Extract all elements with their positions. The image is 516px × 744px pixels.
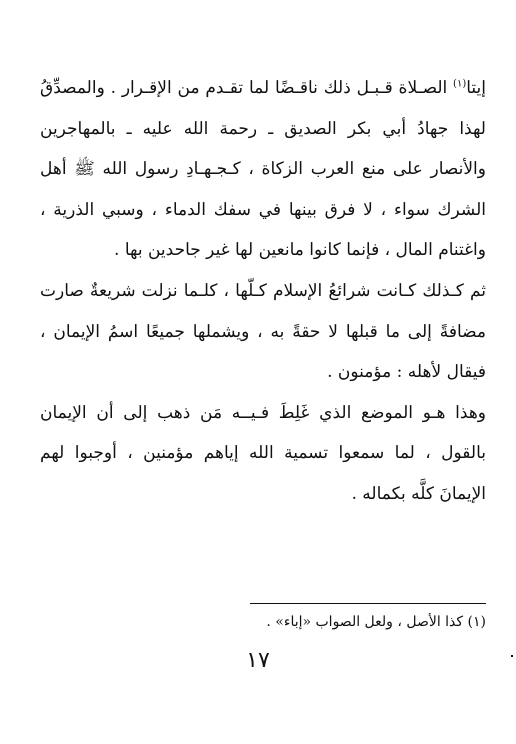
paragraph-1-rest: الصـلاة قـبـل ذلك ناقـضًا لما تقـدم من الإقـرار . والمصدِّقُ لهذا جهادُ أبي بكر الصديق ـ رحمة الله عليه ـ بالمهاجرين والأنصار على منع العرب الزكاة ، كـجـهـادِ رسول الله ﷺ أهل الشرك سواء ، لا فرق بينها في سفك الدماء ، وسبي الذرية ، واغتنام المال ، فإنما كانوا مانعين لها غير جاحدين بها . bbox=[40, 78, 486, 261]
footnote: (١) كذا الأصل ، ولعل الصواب «إباء» . bbox=[266, 614, 486, 630]
page-number: ١٧ bbox=[246, 648, 270, 673]
footnote-marker: (١) bbox=[453, 78, 467, 90]
main-text bbox=[40, 68, 486, 515]
paragraph-1-start: إيتا bbox=[466, 78, 486, 98]
paragraph-2: ثم كـذلك كـانت شرائعُ الإسلام كـلّها ، كلـما نزلت شريعةٌ صارت مضافةً إلى ما قبلها لا حقةً به ، ويشملها جميعًا اسمُ الإيمان ، فيقال لأهله : مؤمنون . bbox=[40, 280, 486, 383]
scan-speck bbox=[511, 655, 513, 657]
paragraph-1 bbox=[40, 68, 486, 271]
footnote-divider bbox=[250, 603, 486, 604]
paragraph-3: وهذا هـو الموضع الذي غَلِطَ فـيــه مَن ذهب إلى أن الإيمان بالقول ، لما سمعوا تسمية الله إياهم مؤمنين ، أوجبوا لهم الإيمانَ كلَّه بكماله . bbox=[40, 402, 486, 504]
